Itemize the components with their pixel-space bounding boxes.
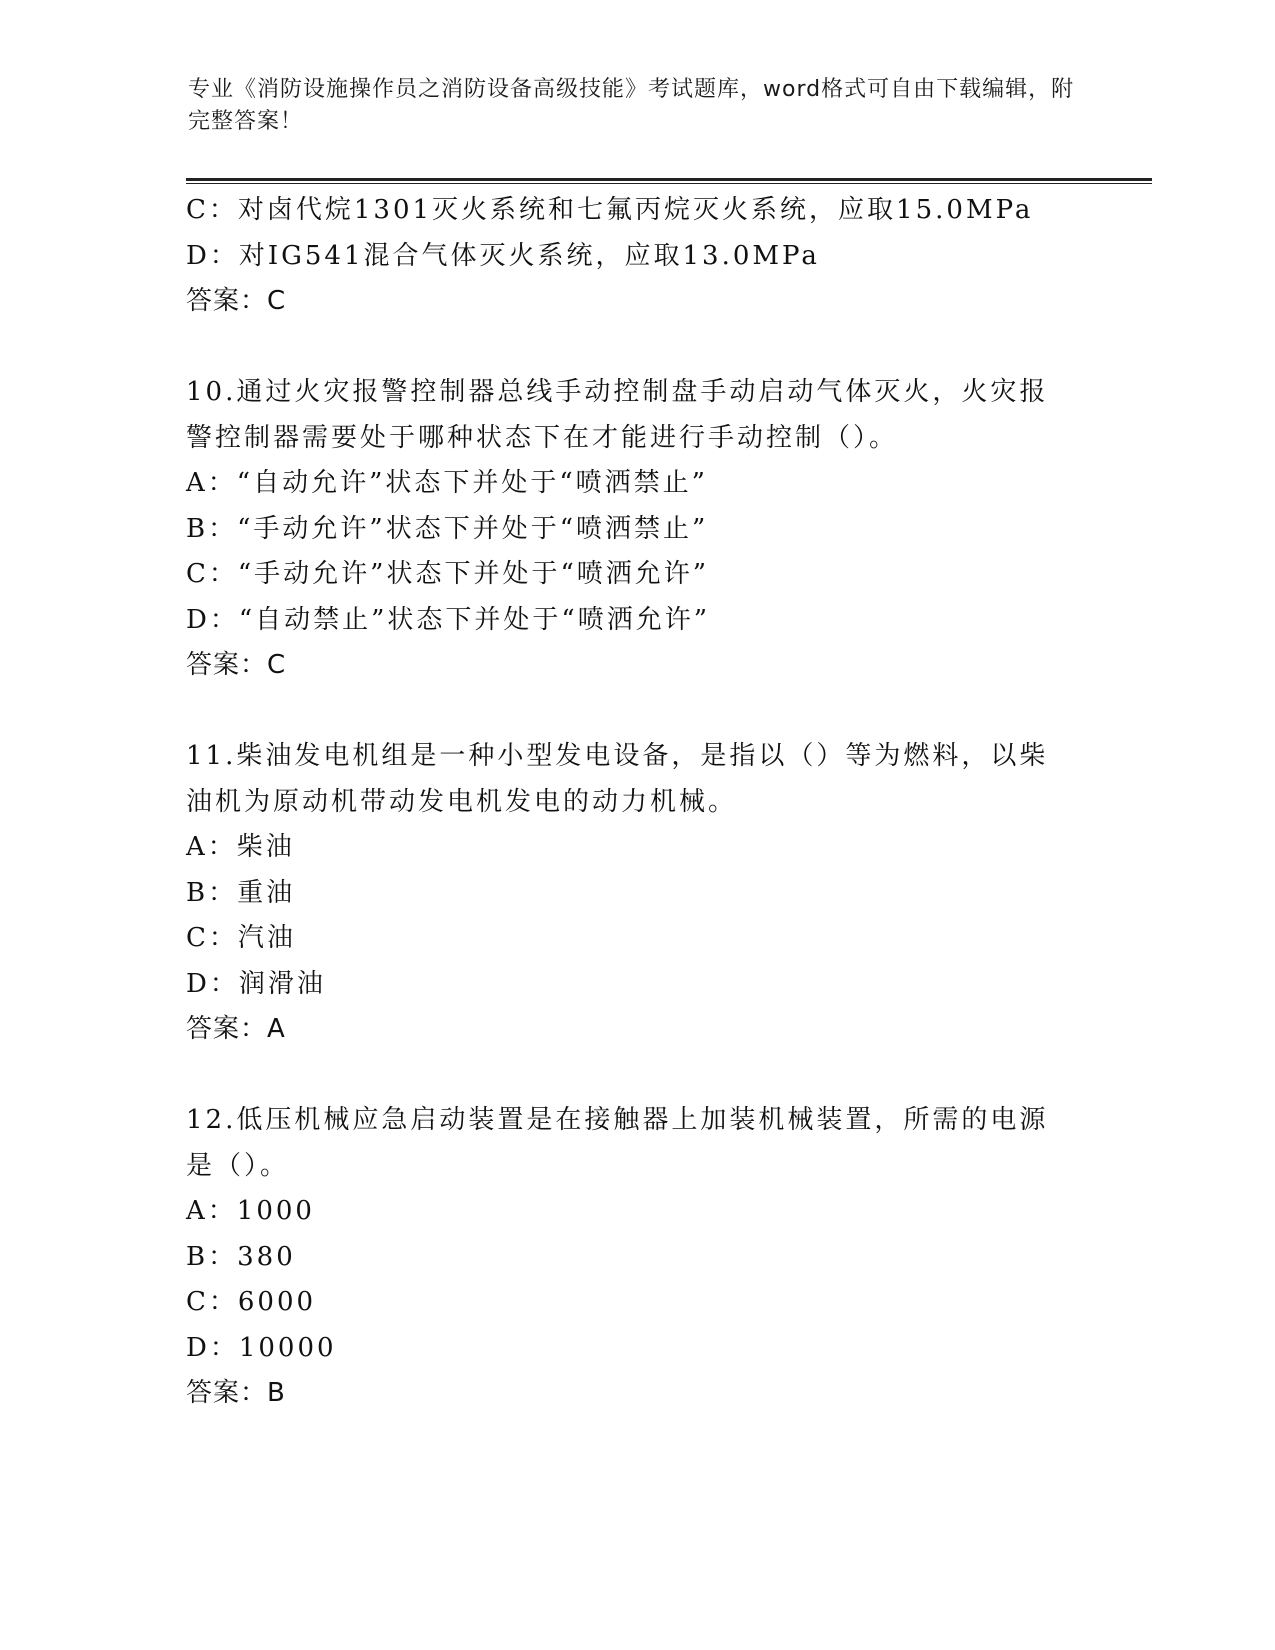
question-stem: 12.低压机械应急启动装置是在接触器上加装机械装置，所需的电源是（）。 [186,1105,1049,1181]
carryover-question [186,188,1086,325]
option-a: A：柴油 [186,832,295,862]
answer-line: 答案：A [186,1014,286,1044]
option-a: A：“自动允许”状态下并处于“喷洒禁止” [186,468,708,498]
option-c: C：汽油 [186,923,296,953]
question-content [186,188,1086,1417]
option-d: D：“自动禁止”状态下并处于“喷洒允许” [186,604,711,635]
answer-line: 答案：C [186,286,287,316]
option-b: B：“手动允许”状态下并处于“喷洒禁止” [186,513,709,544]
question-10 [186,370,1086,689]
spacer [186,325,1086,371]
question-stem: 11.柴油发电机组是一种小型发电设备，是指以（）等为燃料，以柴油机为原动机带动发电机发电的动力机械。 [186,741,1049,817]
option-c: C：6000 [186,1287,317,1317]
question-11 [186,734,1086,1053]
answer-line: 答案：B [186,1378,286,1408]
spacer [186,689,1086,735]
option-d: D：对IG541混合气体灭火系统，应取13.0MPa [186,240,820,271]
header-divider-thick [186,178,1152,181]
answer-line: 答案：C [186,650,287,680]
spacer [186,1053,1086,1099]
option-d: D：润滑油 [186,968,326,999]
question-12 [186,1098,1086,1417]
option-b: B：重油 [186,877,296,908]
question-stem: 10.通过火灾报警控制器总线手动控制盘手动启动气体灭火，火灾报警控制器需要处于哪种状态下在才能进行手动控制（）。 [186,377,1049,453]
option-b: B：380 [186,1241,296,1272]
option-c: C：“手动允许”状态下并处于“喷洒允许” [186,559,710,589]
option-a: A：1000 [186,1196,315,1226]
option-d: D：10000 [186,1332,337,1363]
option-c: C：对卤代烷1301灭火系统和七氟丙烷灭火系统，应取15.0MPa [186,195,1034,225]
header-divider-thin [186,183,1152,184]
document-header: 专业《消防设施操作员之消防设备高级技能》考试题库，word格式可自由下载编辑，附完整答案！ [188,77,1075,134]
